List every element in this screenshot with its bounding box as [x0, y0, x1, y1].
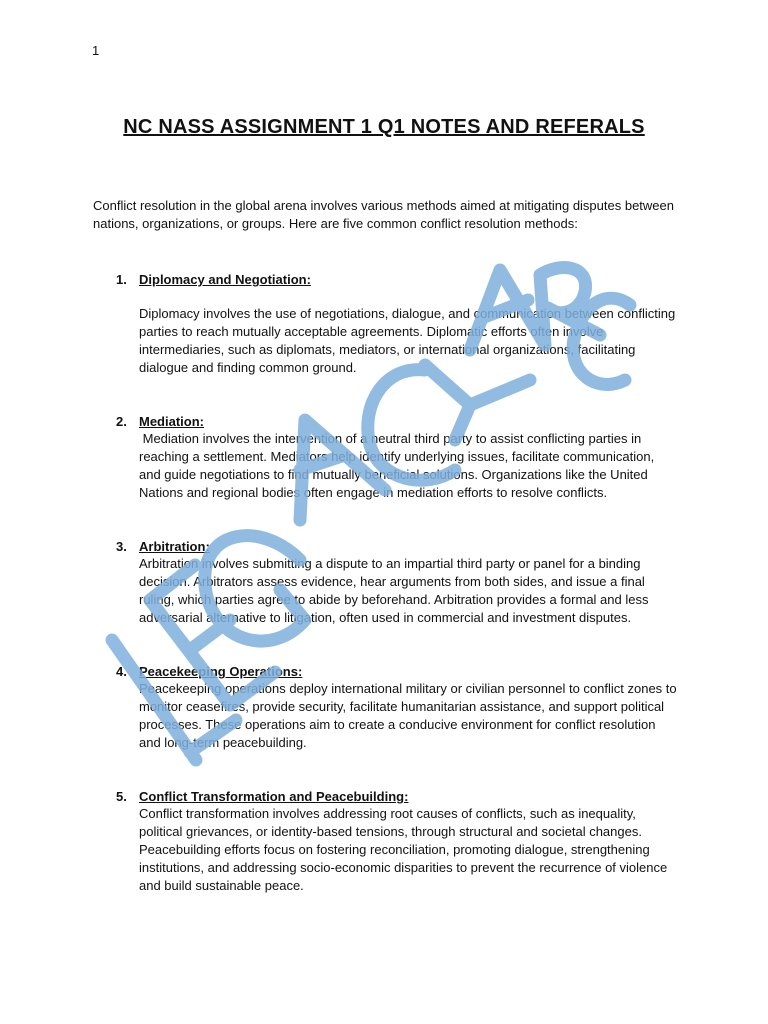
list-item-body: Diplomacy involves the use of negotiations, dialogue, and communication between conflicting parties to reach mutually acceptable agreements. Diplomatic efforts often involve intermediaries, such as diplomats, mediators, or international organizations, facilitating dialogue and finding common ground.: [139, 306, 676, 375]
list-item-body: Peacekeeping operations deploy international military or civilian personnel to conflict zones to monitor ceasefires, provide security, facilitate humanitarian assistance, and support political processes. These operations aim to create a conducive environment for conflict resolution and long-term peacebuilding.: [139, 681, 677, 750]
list-item-number: 2.: [116, 414, 127, 429]
list-item-body: Conflict transformation involves addressing root causes of conflicts, such as inequality, political grievances, or identity-based tensions, through structural and societal changes. Peacebuilding efforts focus on fostering reconciliation, promoting dialogue, strengthening institutions, and addressing socio-economic disparities to prevent the recurrence of violence and build sustainable peace.: [139, 806, 668, 893]
list-item-number: 1.: [116, 272, 127, 287]
list-item-heading: Conflict Transformation and Peacebuilding:: [139, 789, 409, 804]
list-item-body: Mediation involves the intervention of a neutral third party to assist conflicting parties in reaching a settlement. Mediators help identify underlying issues, facilitate communication, and guide negotiations to find mutually beneficial solutions. Organizations like the United Nations and regional bodies often engage in mediation efforts to resolve conflicts.: [139, 431, 658, 500]
list-item-heading: Diplomacy and Negotiation:: [139, 272, 311, 287]
intro-paragraph: Conflict resolution in the global arena involves various methods aimed at mitigating disputes between nations, organizations, or groups. Here are five common conflict resolution methods:: [93, 198, 674, 231]
list-item-number: 4.: [116, 664, 127, 679]
page-number: 1: [92, 43, 100, 58]
list-item-number: 3.: [116, 539, 127, 554]
list-item-heading: Arbitration:: [139, 539, 210, 554]
list-item-number: 5.: [116, 789, 127, 804]
list-item-body: Arbitration involves submitting a dispute to an impartial third party or panel for a binding decision. Arbitrators assess evidence, hear arguments from both sides, and issue a final ruling, which parties agree to abide by beforehand. Arbitration provides a formal and less adversarial alternative to litigation, often used in commercial and investment disputes.: [139, 556, 649, 625]
list-item-heading: Peacekeeping Operations:: [139, 664, 303, 679]
document-title: NC NASS ASSIGNMENT 1 Q1 NOTES AND REFERALS: [123, 116, 645, 138]
list-item-heading: Mediation:: [139, 414, 204, 429]
